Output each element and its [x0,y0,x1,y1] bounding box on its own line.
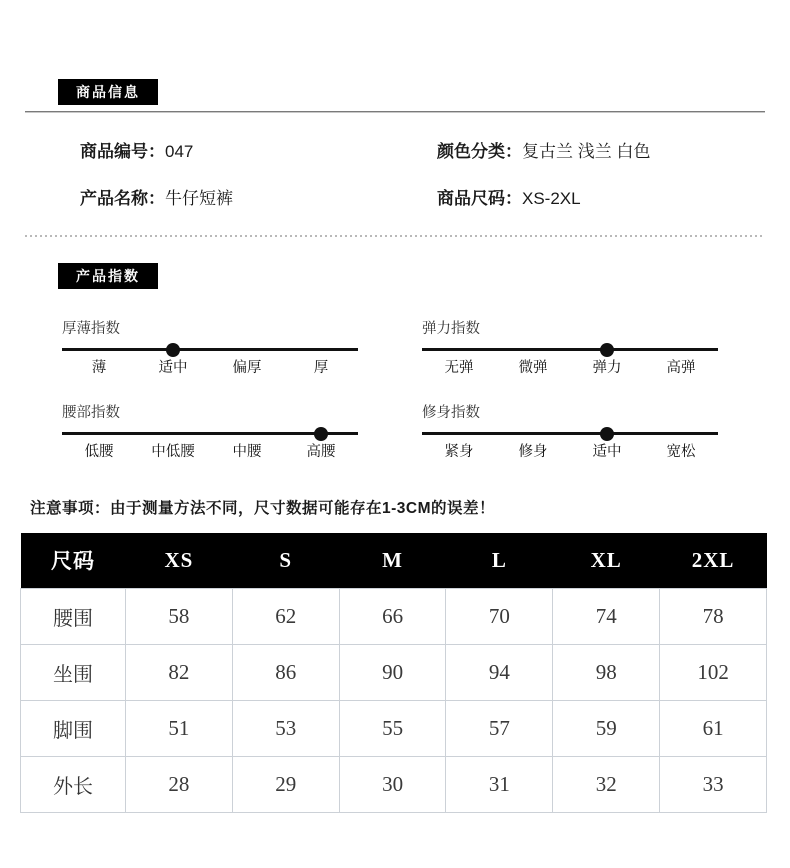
table-cell: 86 [232,644,339,700]
slider-option: 中腰 [232,444,262,460]
slider-options [422,443,718,462]
field-product-size [437,186,750,212]
slider-option: 适中 [592,444,622,460]
solid-divider [25,111,765,113]
slider-option: 微弹 [518,360,548,376]
dashed-divider [25,235,765,237]
table-cell: 29 [232,756,339,812]
slider-elasticity [422,320,718,378]
slider-option: 薄 [91,360,107,376]
field-value: XS-2XL [522,189,581,208]
slider-option: 紧身 [444,444,474,460]
field-label: 商品编号： [80,142,165,161]
table-cell: 53 [232,700,339,756]
slider-dot [166,343,180,357]
table-cell: 74 [553,588,660,644]
field-color-category [437,139,750,165]
table-row-waist [21,588,767,644]
row-label: 腰围 [21,588,126,644]
slider-dot [600,343,614,357]
row-label: 坐围 [21,644,126,700]
table-cell: 57 [446,700,553,756]
table-cell: 62 [232,588,339,644]
field-value: 复古兰 浅兰 白色 [522,142,651,161]
table-cell: 90 [339,644,446,700]
product-info-badge: 商品信息 [58,79,158,105]
table-cell: 30 [339,756,446,812]
slider-title: 修身指数 [422,405,480,421]
slider-options [422,359,718,378]
product-index-sliders [62,320,718,462]
slider-title: 厚薄指数 [62,321,120,337]
row-label: 脚围 [21,700,126,756]
header-cell: XS [126,533,233,588]
table-row-hip [21,644,767,700]
slider-option: 低腰 [84,444,114,460]
slider-option: 宽松 [666,444,696,460]
slider-title: 弹力指数 [422,321,480,337]
table-cell: 94 [446,644,553,700]
slider-waist [62,404,358,462]
table-cell: 59 [553,700,660,756]
field-product-number [80,139,437,165]
field-label: 产品名称： [80,189,165,208]
slider-option: 适中 [158,360,188,376]
slider-option: 偏厚 [232,360,262,376]
field-label: 颜色分类： [437,142,522,161]
table-cell: 31 [446,756,553,812]
size-table [20,533,767,813]
table-cell: 28 [126,756,233,812]
size-table-header-row [21,533,767,588]
slider-track [62,348,358,351]
slider-option: 弹力 [592,360,622,376]
table-cell: 70 [446,588,553,644]
slider-title: 腰部指数 [62,405,120,421]
table-cell: 98 [553,644,660,700]
field-product-name [80,186,437,212]
slider-option: 修身 [518,444,548,460]
slider-track [422,432,718,435]
table-cell: 102 [660,644,767,700]
slider-option: 无弹 [444,360,474,376]
header-cell: XL [553,533,660,588]
slider-track [62,432,358,435]
table-cell: 82 [126,644,233,700]
slider-options [62,359,358,378]
table-cell: 51 [126,700,233,756]
slider-option: 高弹 [666,360,696,376]
table-cell: 55 [339,700,446,756]
table-cell: 32 [553,756,660,812]
table-cell: 58 [126,588,233,644]
slider-dot [600,427,614,441]
slider-option: 中低腰 [151,444,195,460]
header-cell: L [446,533,553,588]
field-value: 牛仔短裤 [165,189,233,208]
header-cell: 2XL [660,533,767,588]
table-cell: 66 [339,588,446,644]
table-row-outer-length [21,756,767,812]
table-cell: 61 [660,700,767,756]
header-cell: S [232,533,339,588]
slider-thickness [62,320,358,378]
slider-track [422,348,718,351]
field-label: 商品尺码： [437,189,522,208]
header-cell: M [339,533,446,588]
notice-text: 注意事项：由于测量方法不同，尺寸数据可能存在1-3CM的误差！ [30,500,496,517]
field-value: 047 [165,142,194,161]
product-info-fields [80,139,750,212]
header-cell: 尺码 [21,533,126,588]
slider-dot [314,427,328,441]
slider-option: 高腰 [306,444,336,460]
slider-option: 厚 [313,360,329,376]
row-label: 外长 [21,756,126,812]
product-index-badge: 产品指数 [58,263,158,289]
slider-options [62,443,358,462]
table-cell: 33 [660,756,767,812]
table-cell: 78 [660,588,767,644]
table-row-leg-opening [21,700,767,756]
slider-fit [422,404,718,462]
